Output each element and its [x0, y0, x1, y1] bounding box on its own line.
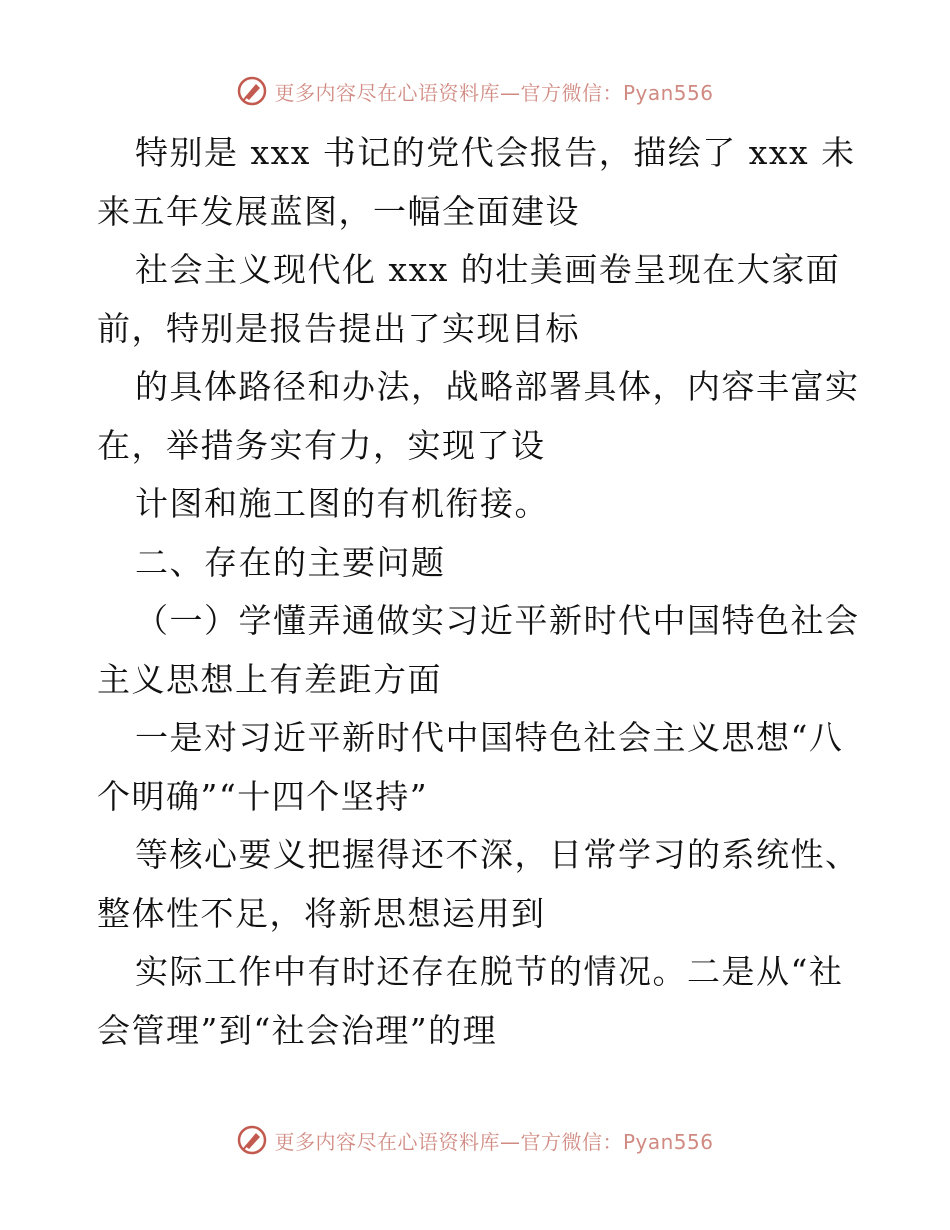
- text-line: 的具体路径和办法，战略部署具体，内容丰富实: [135, 367, 860, 406]
- text-line: 特别是 xxx 书记的党代会报告，描绘了 xxx 未: [135, 133, 856, 172]
- watermark-text: 更多内容尽在心语资料库—官方微信：Pyan556: [274, 1129, 714, 1154]
- document-body: [97, 124, 860, 1060]
- text-line: 主义思想上有差距方面: [97, 659, 442, 699]
- text-line: 实际工作中有时还存在脱节的情况。二是从“社: [135, 952, 844, 991]
- fountain-pen-seal-icon: [236, 75, 268, 107]
- watermark-banner-top: [0, 71, 950, 111]
- text-line: 来五年发展蓝图，一幅全面建设: [97, 191, 580, 231]
- subsection-heading: （一）学懂弄通做实习近平新时代中国特色社会: [135, 601, 860, 640]
- text-line: 等核心要义把握得还不深，日常学习的系统性、: [135, 835, 860, 874]
- text-line: 整体性不足，将新思想运用到: [97, 893, 546, 933]
- text-line: 社会主义现代化 xxx 的壮美画卷呈现在大家面: [135, 250, 841, 289]
- section-heading: 二、存在的主要问题: [135, 542, 446, 582]
- text-line: 在，举措务实有力，实现了设: [97, 425, 546, 465]
- watermark-text: 更多内容尽在心语资料库—官方微信：Pyan556: [274, 80, 714, 105]
- watermark-banner-bottom: [0, 1120, 950, 1160]
- text-line: 会管理”到“社会治理”的理: [97, 1010, 498, 1050]
- text-line: 一是对习近平新时代中国特色社会主义思想“八: [135, 718, 844, 757]
- text-line: 前，特别是报告提出了实现目标: [97, 308, 580, 348]
- text-line: 个明确”“十四个坚持”: [97, 776, 429, 816]
- text-line: 计图和施工图的有机衔接。: [135, 484, 549, 523]
- fountain-pen-seal-icon: [236, 1124, 268, 1156]
